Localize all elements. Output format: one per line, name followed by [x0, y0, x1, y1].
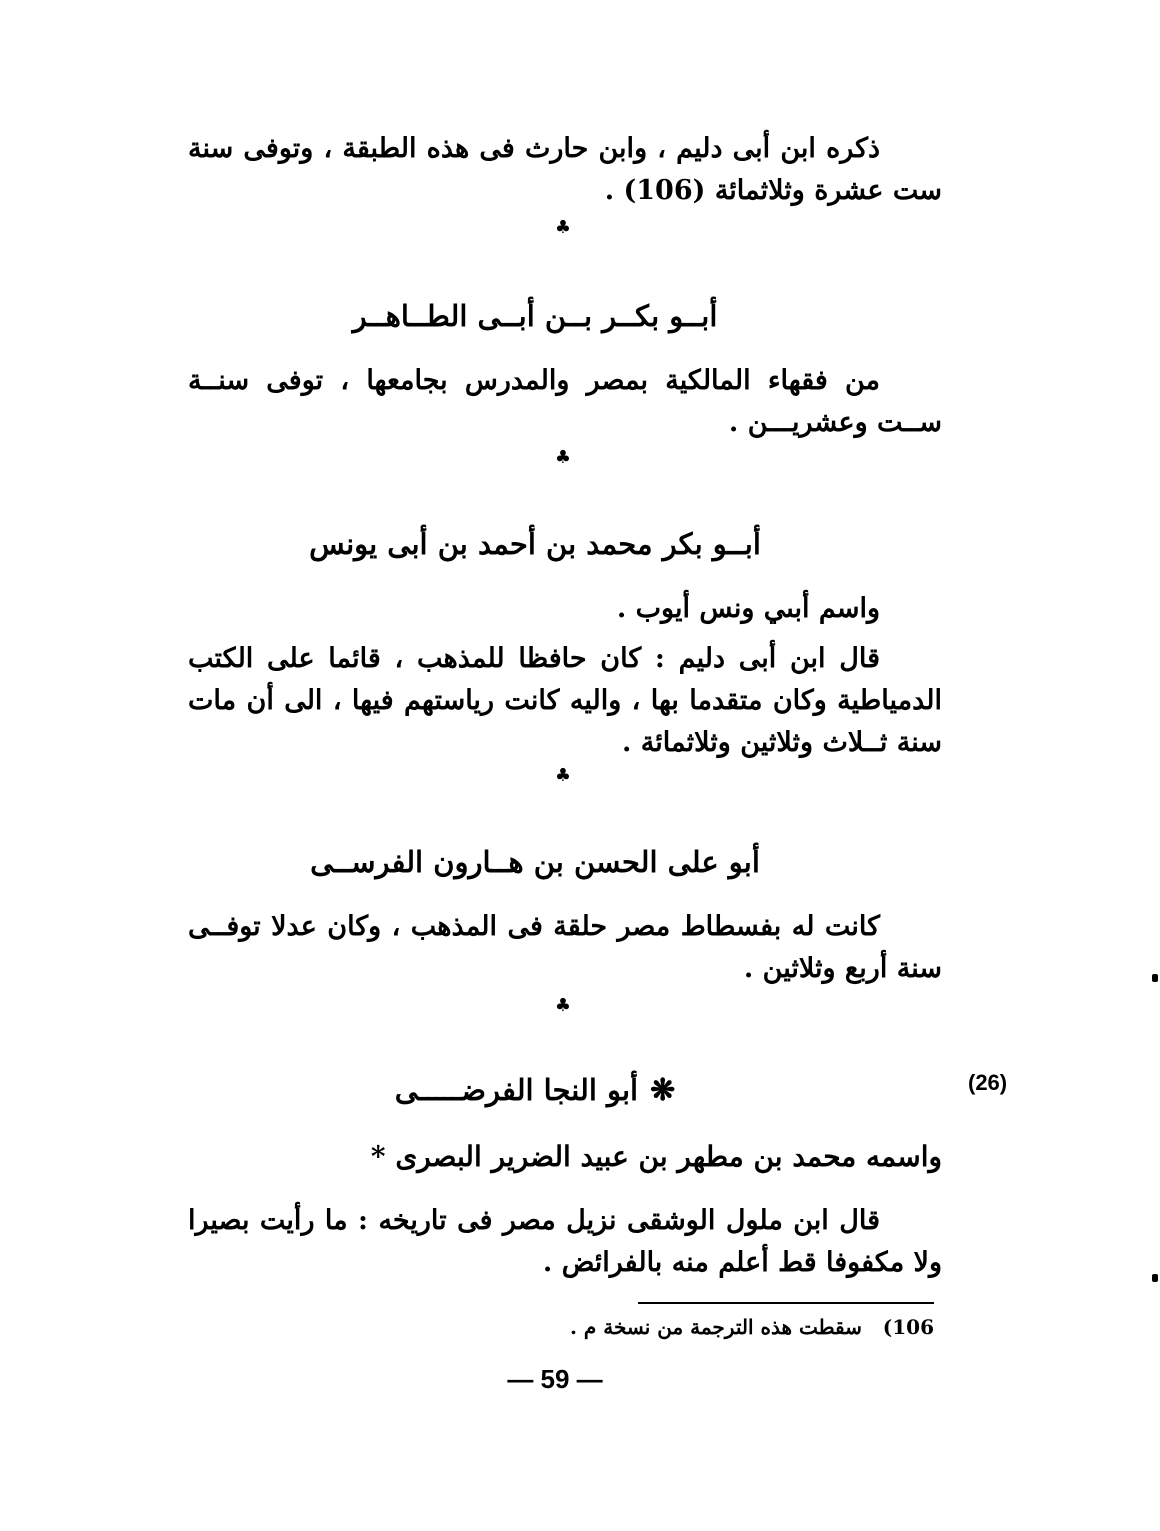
footnote-number: 106) [882, 1315, 934, 1339]
entry-heading-3: أبو على الحسن بن هــارون الفرســى [310, 845, 760, 879]
entry-subheading: واسمه محمد بن مطهر بن عبيد الضرير البصرى * [370, 1140, 942, 1173]
scan-mark-2 [1152, 1274, 1158, 1282]
separator-ornament-2: ♣ [554, 447, 572, 468]
paragraph-entry-3: كانت له بفسطاط مصر حلقة فى المذهب ، وكان عدلا توفــى سنة أربع وثلاثين . [188, 911, 942, 984]
paragraph-entry-2b: قال ابن أبى دليم : كان حافظا للمذهب ، قائما على الكتب الدمياطية وكان متقدما بها ، واليه كانت رياستهم فيها ، الى أن مات سنة ثــلاث وثلاثين وثلاثمائة . [188, 643, 942, 758]
entry-heading-1: أبــو بكــر بــن أبــى الطــاهــر [352, 299, 718, 333]
entry-heading-2: أبــو بكر محمد بن أحمد بن أبى يونس [309, 527, 761, 561]
entry-heading-4 [150, 1070, 920, 1111]
paragraph-entry-0: ذكره ابن أبى دليم ، وابن حارث فى هذه الطبقة ، وتوفى سنة ست عشرة وثلاثمائة (106) . [188, 133, 942, 206]
entry-number: (26) [968, 1070, 1008, 1095]
separator-ornament-3: ♣ [554, 765, 572, 786]
separator-ornament-1: ♣ [554, 217, 572, 238]
footnote [374, 1312, 934, 1342]
scan-mark-1 [1152, 974, 1158, 982]
asterisk-marker-icon: ❋ [650, 1073, 676, 1108]
footnote-rule [638, 1302, 934, 1304]
page-number: — 59 — [507, 1364, 603, 1394]
paragraph-entry-2a: واسم أبىي ونس أيوب . [616, 593, 880, 624]
separator-ornament-4: ♣ [554, 995, 572, 1016]
paragraph-entry-4: قال ابن ملول الوشقى نزيل مصر فى تاريخه : ما رأيت بصيرا ولا مكفوفا قط أعلم منه بالفرائض . [188, 1205, 942, 1278]
paragraph-entry-1: من فقهاء المالكية بمصر والمدرس بجامعها ، توفى سنــة ســت وعشريـــن . [188, 365, 942, 438]
footnote-text: سقطت هذه الترجمة من نسخة م . [569, 1315, 862, 1339]
entry-heading-4-text: أبو النجا الفرضـــــى [394, 1073, 639, 1107]
